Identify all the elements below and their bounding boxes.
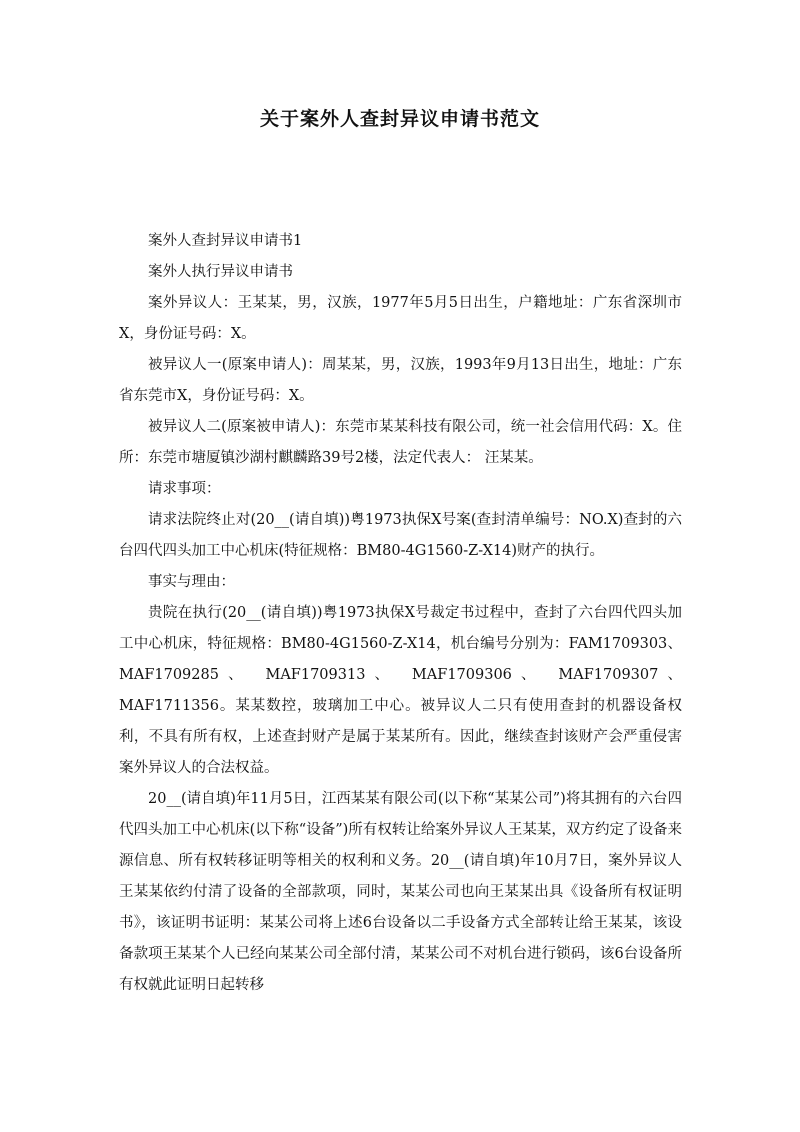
- paragraph-facts-heading: 事实与理由：: [148, 574, 235, 590]
- paragraph-heading-2: 案外人执行异议申请书: [148, 264, 293, 280]
- paragraph-requests: 请求法院终止对(20__(请自填))粤1973执保X号案(查封清单编号：NO.X)查封的六台四代四头加工中心机床(特征规格：BM80-4G1560-Z-X14)财产的执行。: [119, 512, 682, 559]
- document-title: 关于案外人查封异议申请书范文: [259, 108, 540, 130]
- paragraph-respondent-1: 被异议人一(原案申请人)：周某某，男，汉族，1993年9月13日出生，地址：广东省东莞市X，身份证号码：X。: [119, 357, 682, 404]
- paragraph-respondent-2: 被异议人二(原案被申请人)：东莞市某某科技有限公司，统一社会信用代码：X。住所：东莞市塘厦镇沙湖村麒麟路39号2楼，法定代表人： 汪某某。: [119, 419, 682, 466]
- document-body: [119, 226, 682, 1001]
- paragraph-facts-2: 20__(请自填)年11月5日，江西某某有限公司(以下称“某某公司”)将其拥有的六台四代四头加工中心机床(以下称“设备”)所有权转让给案外异议人王某某，双方约定了设备来源信息、所有权转移证明等相关的权利和义务。20__(请自填)年10月7日，案外异议人王某某依约付清了设备的全部款项，同时，某某公司也向王某某出具《设备所有权证明书》，该证明书证明：某某公司将上述6台设备以二手设备方式全部转让给王某某，该设备款项王某某个人已经向某某公司全部付清，某某公司不对机台进行锁码，该6台设备所有权就此证明日起转移: [119, 791, 682, 993]
- paragraph-facts-1: 贵院在执行(20__(请自填))粤1973执保X号裁定书过程中，查封了六台四代四头加工中心机床，特征规格：BM80-4G1560-Z-X14，机台编号分别为：FAM1709303、 MAF1709285、 MAF1709313、 MAF1709306、 MAF1709307、MAF1711356。某某数控，玻璃加工中心。被异议人二只有使用查封的机器设备权利，不具有所有权，上述查封财产是属于某某所有。因此，继续查封该财产会严重侵害案外异议人的合法权益。: [119, 605, 682, 776]
- paragraph-objector: 案外异议人：王某某，男，汉族，1977年5月5日出生，户籍地址：广东省深圳市X，身份证号码：X。: [119, 295, 682, 342]
- paragraph-requests-heading: 请求事项：: [148, 481, 221, 497]
- paragraph-heading-1: 案外人查封异议申请书1: [148, 233, 303, 249]
